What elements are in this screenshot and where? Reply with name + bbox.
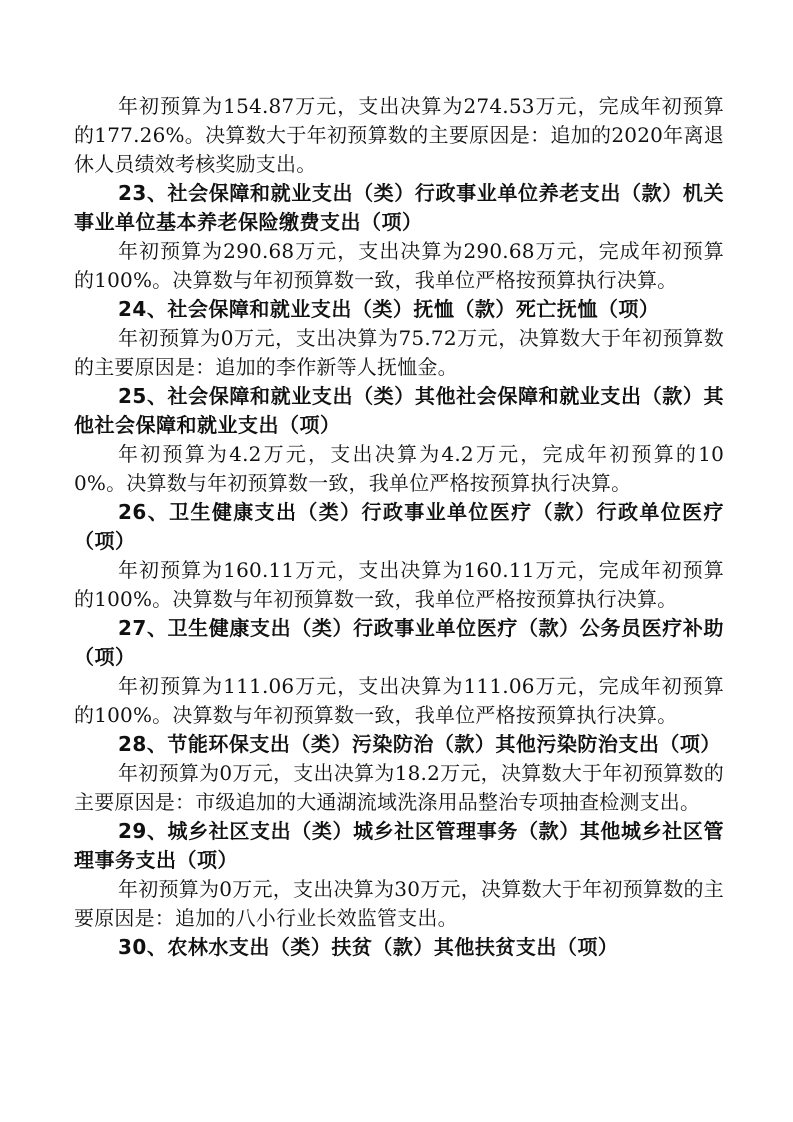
paragraph-26: 年初预算为160.11万元，支出决算为160.11万元，完成年初预算的100%。决算数与年初预算数一致，我单位严格按预算执行决算。 bbox=[74, 558, 724, 611]
section-heading-26: 26、卫生健康支出（类）行政事业单位医疗（款）行政单位医疗（项） bbox=[74, 500, 724, 553]
paragraph-27: 年初预算为111.06万元，支出决算为111.06万元，完成年初预算的100%。决算数与年初预算数一致，我单位严格按预算执行决算。 bbox=[74, 674, 724, 727]
section-heading-23: 23、社会保障和就业支出（类）行政事业单位养老支出（款）机关事业单位基本养老保险缴费支出（项） bbox=[74, 181, 724, 234]
section-heading-24: 24、社会保障和就业支出（类）抚恤（款）死亡抚恤（项） bbox=[118, 297, 660, 321]
paragraph-retiree-bonus: 年初预算为154.87万元，支出决算为274.53万元，完成年初预算的177.26%。决算数大于年初预算数的主要原因是：追加的2020年离退休人员绩效考核奖励支出。 bbox=[74, 94, 724, 176]
paragraph-29: 年初预算为0万元，支出决算为30万元，决算数大于年初预算数的主要原因是：追加的八小行业长效监管支出。 bbox=[74, 877, 724, 930]
section-heading-25: 25、社会保障和就业支出（类）其他社会保障和就业支出（款）其他社会保障和就业支出（项） bbox=[74, 384, 724, 437]
section-heading-29: 29、城乡社区支出（类）城乡社区管理事务（款）其他城乡社区管理事务支出（项） bbox=[74, 819, 724, 872]
section-heading-27: 27、卫生健康支出（类）行政事业单位医疗（款）公务员医疗补助（项） bbox=[74, 616, 724, 669]
paragraph-24: 年初预算为0万元，支出决算为75.72万元，决算数大于年初预算数的主要原因是：追加的李作新等人抚恤金。 bbox=[74, 326, 724, 379]
section-heading-28: 28、节能环保支出（类）污染防治（款）其他污染防治支出（项） bbox=[118, 732, 721, 756]
paragraph-28: 年初预算为0万元，支出决算为18.2万元，决算数大于年初预算数的主要原因是：市级追加的大通湖流域洗涤用品整治专项抽查检测支出。 bbox=[74, 761, 724, 814]
section-heading-30: 30、农林水支出（类）扶贫（款）其他扶贫支出（项） bbox=[118, 935, 619, 959]
paragraph-25: 年初预算为4.2万元，支出决算为4.2万元，完成年初预算的100%。决算数与年初预算数一致，我单位严格按预算执行决算。 bbox=[74, 442, 724, 495]
paragraph-23: 年初预算为290.68万元，支出决算为290.68万元，完成年初预算的100%。决算数与年初预算数一致，我单位严格按预算执行决算。 bbox=[74, 239, 724, 292]
document-body bbox=[74, 92, 724, 962]
